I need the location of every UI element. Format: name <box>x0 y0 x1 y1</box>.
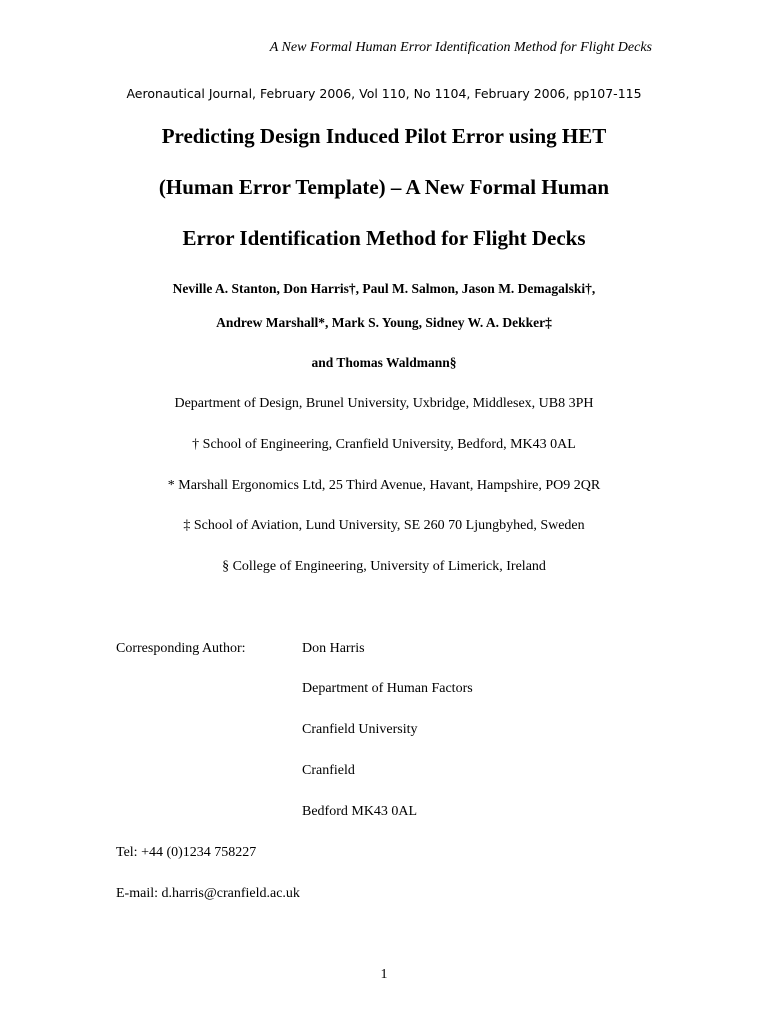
author-line-3: and Thomas Waldmann§ <box>311 355 457 370</box>
correspondence-address-line: Cranfield University <box>302 722 418 737</box>
journal-reference: Aeronautical Journal, February 2006, Vol 110, No 1104, February 2006, pp107-115 <box>126 86 642 101</box>
correspondence-address-line: Bedford MK43 0AL <box>302 804 418 819</box>
affiliation-line: § College of Engineering, University of Limerick, Ireland <box>222 559 546 574</box>
affiliation-line: Department of Design, Brunel University, Uxbridge, Middlesex, UB8 3PH <box>174 396 594 411</box>
affiliation-line: * Marshall Ergonomics Ltd, 25 Third Avenue, Havant, Hampshire, PO9 2QR <box>167 478 601 493</box>
email: E-mail: d.harris@cranfield.ac.uk <box>116 886 300 901</box>
page-number: 1 <box>380 967 388 982</box>
running-header: A New Formal Human Error Identification Method for Flight Decks <box>269 40 652 55</box>
affiliation-line: † School of Engineering, Cranfield University, Bedford, MK43 0AL <box>192 437 576 452</box>
correspondence-address-line: Department of Human Factors <box>302 681 473 696</box>
author-line-2: Andrew Marshall*, Mark S. Young, Sidney W. A. Dekker‡ <box>216 315 552 330</box>
telephone: Tel: +44 (0)1234 758227 <box>116 845 257 860</box>
corresponding-author-label: Corresponding Author: <box>116 641 246 656</box>
correspondence-address-line: Don Harris <box>302 641 365 656</box>
author-line-1: Neville A. Stanton, Don Harris†, Paul M. Salmon, Jason M. Demagalski†, <box>172 281 596 296</box>
correspondence-address-line: Cranfield <box>302 763 355 778</box>
affiliation-line: ‡ School of Aviation, Lund University, SE 260 70 Ljungbyhed, Sweden <box>183 518 585 533</box>
title-line-2: (Human Error Template) – A New Formal Human <box>158 175 610 199</box>
title-line-3: Error Identification Method for Flight Decks <box>182 226 586 250</box>
title-line-1: Predicting Design Induced Pilot Error using HET <box>161 124 607 148</box>
